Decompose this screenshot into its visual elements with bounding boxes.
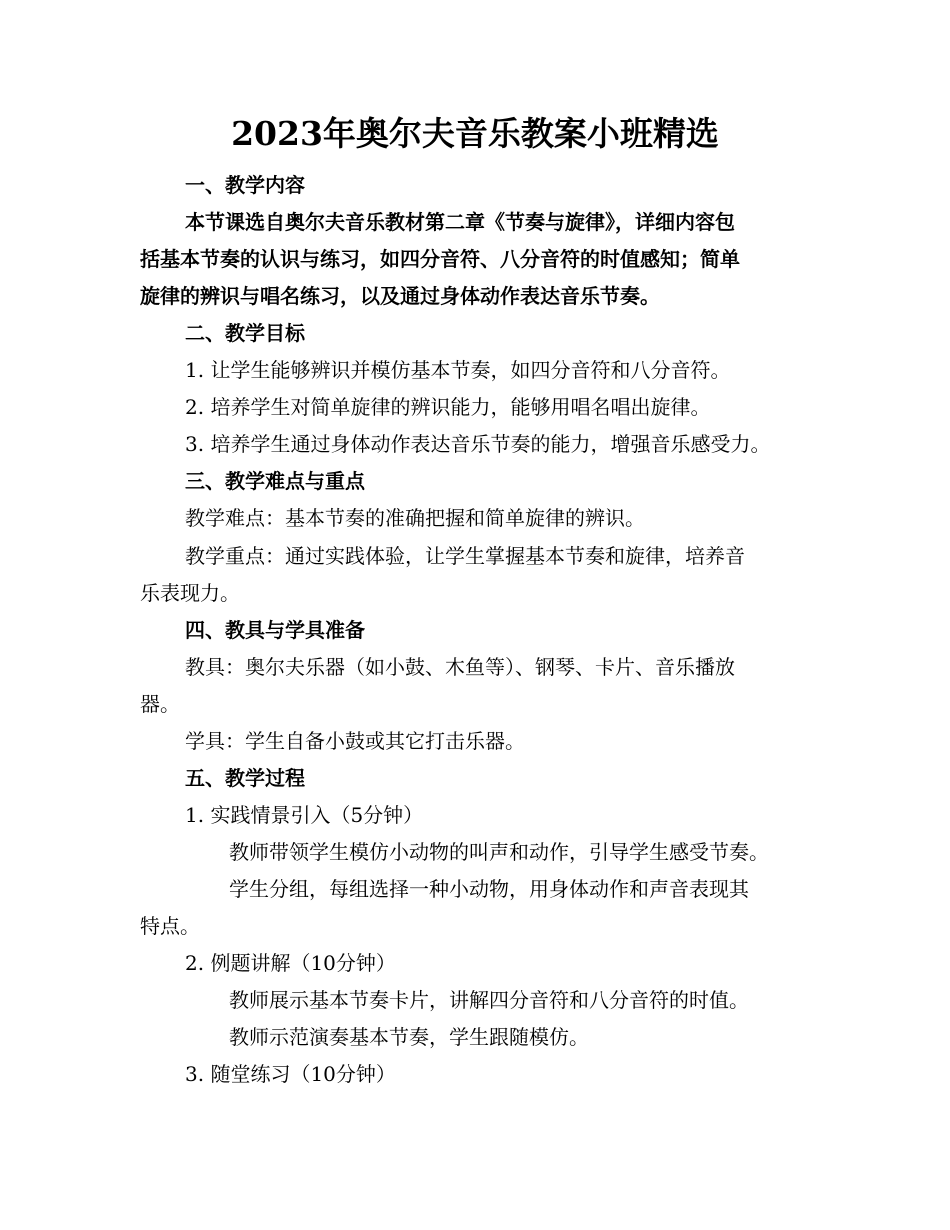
student-tools-text: 学具：学生自备小鼓或其它打击乐器。 xyxy=(185,729,525,753)
process-step: 3. 随堂练习（10分钟） xyxy=(185,1062,396,1086)
process-step-detail: 教师带领学生模仿小动物的叫声和动作，引导学生感受节奏。 xyxy=(229,840,769,864)
focus-text: 教学重点：通过实践体验，让学生掌握基本节奏和旋律，培养音 xyxy=(185,544,745,568)
difficulty-text: 教学难点：基本节奏的准确把握和简单旋律的辨识。 xyxy=(185,506,645,530)
process-step-detail: 教师展示基本节奏卡片，讲解四分音符和八分音符的时值。 xyxy=(229,988,749,1012)
content-paragraph-line: 旋律的辨识与唱名练习，以及通过身体动作表达音乐节奏。 xyxy=(140,284,660,308)
teacher-tools-text-cont: 器。 xyxy=(140,692,180,716)
process-step-detail-cont: 特点。 xyxy=(140,914,200,938)
document-title: 2023年奥尔夫音乐教案小班精选 xyxy=(231,114,719,153)
content-paragraph-line: 本节课选自奥尔夫音乐教材第二章《节奏与旋律》，详细内容包 xyxy=(185,210,735,234)
focus-text-cont: 乐表现力。 xyxy=(140,581,240,605)
section-heading-process: 五、教学过程 xyxy=(185,766,305,790)
section-heading-objectives: 二、教学目标 xyxy=(185,321,305,345)
teacher-tools-text: 教具：奥尔夫乐器（如小鼓、木鱼等）、钢琴、卡片、音乐播放 xyxy=(185,655,735,679)
process-step: 2. 例题讲解（10分钟） xyxy=(185,951,396,975)
process-step-detail: 学生分组，每组选择一种小动物，用身体动作和声音表现其 xyxy=(229,877,749,901)
content-paragraph-line: 括基本节奏的认识与练习，如四分音符、八分音符的时值感知；简单 xyxy=(140,247,740,271)
process-step: 1. 实践情景引入（5分钟） xyxy=(185,803,424,827)
objective-item: 3. 培养学生通过身体动作表达音乐节奏的能力，增强音乐感受力。 xyxy=(185,432,771,456)
section-heading-content: 一、教学内容 xyxy=(185,173,305,197)
section-heading-difficulty: 三、教学难点与重点 xyxy=(185,469,365,493)
objective-item: 2. 培养学生对简单旋律的辨识能力，能够用唱名唱出旋律。 xyxy=(185,395,711,419)
objective-item: 1. 让学生能够辨识并模仿基本节奏，如四分音符和八分音符。 xyxy=(185,358,731,382)
section-heading-materials: 四、教具与学具准备 xyxy=(185,618,365,642)
process-step-detail: 教师示范演奏基本节奏，学生跟随模仿。 xyxy=(229,1025,589,1049)
